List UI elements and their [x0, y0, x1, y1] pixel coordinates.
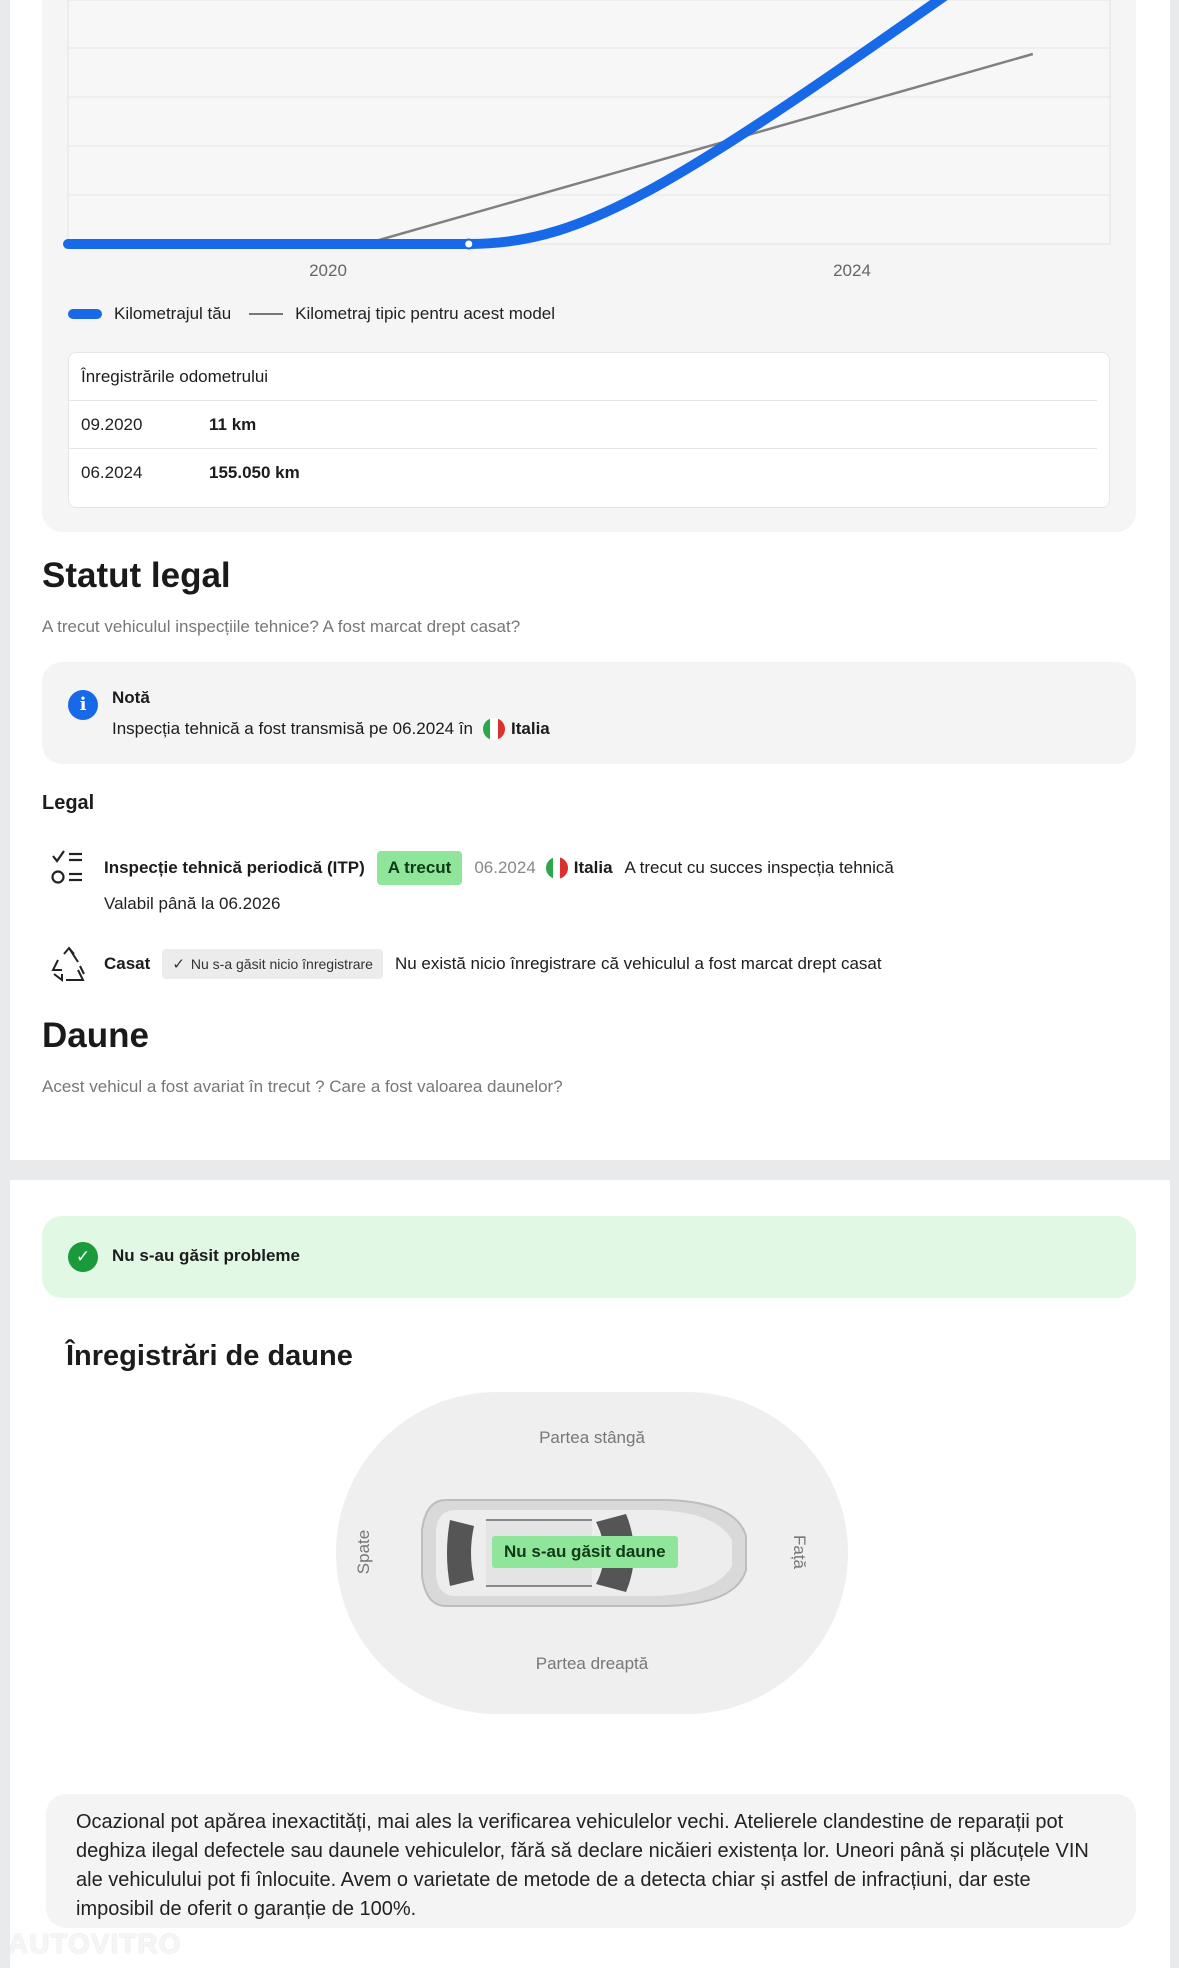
no-issues-banner	[42, 1216, 1136, 1298]
rear-label: Spate	[354, 1529, 374, 1575]
right-side-label: Partea dreaptă	[535, 1654, 649, 1673]
record-value: 11 km	[209, 414, 257, 434]
italy-flag-icon	[546, 857, 568, 879]
disclaimer-text: Ocazional pot apărea inexactități, mai ales la verificarea vehiculelor vechi. Atelierele clandestine de reparații pot deghiza ilegal defectele sau daunele vehiculelor, fără să declare nicăieri existența lor. Uneori până și plăcuțele VIN ale vehiculului pot fi înlocuite. Avem o varietate de metode de a detecta chiar și astfel de infracțiuni, dar este imposibil de oferit o garanție de 100%.	[46, 1794, 1136, 1928]
legal-section-label: Legal	[42, 792, 95, 814]
casat-label: Casat	[104, 954, 151, 973]
legal-status-subtitle: A trecut vehiculul inspecțiile tehnice? A fost marcat drept casat?	[42, 617, 521, 636]
casat-status-badge	[162, 949, 383, 979]
check-circle-icon: ✓	[68, 1242, 98, 1272]
legend-label-typical: Kilometraj tipic pentru acest model	[295, 304, 556, 323]
damage-subtitle: Acest vehicul a fost avariat în trecut ? Care a fost valoarea daunelor?	[42, 1077, 563, 1096]
recycle-icon	[50, 944, 88, 984]
odometer-chart	[42, 0, 1136, 290]
legend-swatch-typical	[249, 313, 283, 315]
no-damage-badge: Nu s-au găsit daune	[492, 1536, 678, 1568]
record-date: 09.2020	[81, 414, 143, 434]
damage-title: Daune	[42, 1016, 149, 1055]
inspection-note	[42, 662, 1136, 764]
itp-row	[50, 848, 1150, 888]
itp-date: 06.2024	[474, 858, 536, 877]
itp-valid-until: Valabil până la 06.2026	[104, 894, 281, 913]
legend-label-yours: Kilometrajul tău	[114, 304, 232, 323]
damage-records-title: Înregistrări de daune	[66, 1340, 353, 1372]
odometer-record-row	[69, 449, 1097, 497]
itp-label: Inspecție tehnică periodică (ITP)	[104, 858, 365, 877]
front-label: Față	[790, 1534, 810, 1570]
casat-badge-text: Nu s-a găsit nicio înregistrare	[190, 956, 373, 972]
note-title: Notă	[112, 688, 150, 707]
note-message: Inspecția tehnică a fost transmisă pe 06.2024 în	[112, 719, 474, 738]
legal-status-title: Statut legal	[42, 556, 231, 595]
note-country: Italia	[511, 719, 550, 738]
car-damage-diagram	[336, 1392, 848, 1714]
watermark: AUTOVITRO	[8, 1928, 182, 1959]
record-value: 155.050 km	[209, 463, 300, 482]
itp-status-badge: A trecut	[377, 851, 463, 885]
record-date: 06.2024	[81, 463, 143, 482]
x-tick-label-2020: 2020	[309, 261, 347, 280]
itp-description: A trecut cu succes inspecția tehnică	[624, 858, 894, 877]
report-card-legal	[10, 0, 1170, 1160]
odometer-records-table	[68, 352, 1110, 508]
note-text	[112, 718, 550, 740]
itp-country: Italia	[573, 858, 613, 877]
odometer-table-title: Înregistrările odometrului	[69, 353, 1097, 401]
legend-swatch-yours	[68, 309, 102, 319]
info-icon: i	[68, 690, 98, 720]
casat-description: Nu există nicio înregistrare că vehiculul a fost marcat drept casat	[394, 954, 882, 973]
italy-flag-icon	[483, 718, 505, 740]
odometer-record-row	[69, 401, 1097, 449]
check-icon: ✓	[172, 956, 185, 973]
x-tick-label-2024: 2024	[833, 261, 871, 280]
report-card-damage	[10, 1180, 1170, 1968]
no-issues-text: Nu s-au găsit probleme	[112, 1246, 300, 1265]
checklist-icon	[50, 848, 88, 888]
chart-legend	[68, 304, 555, 324]
casat-row	[50, 944, 1150, 984]
data-point-2020	[464, 239, 473, 248]
odometer-panel	[42, 0, 1136, 532]
left-side-label: Partea stângă	[539, 1428, 645, 1447]
chart-plot-area	[68, 0, 1110, 244]
